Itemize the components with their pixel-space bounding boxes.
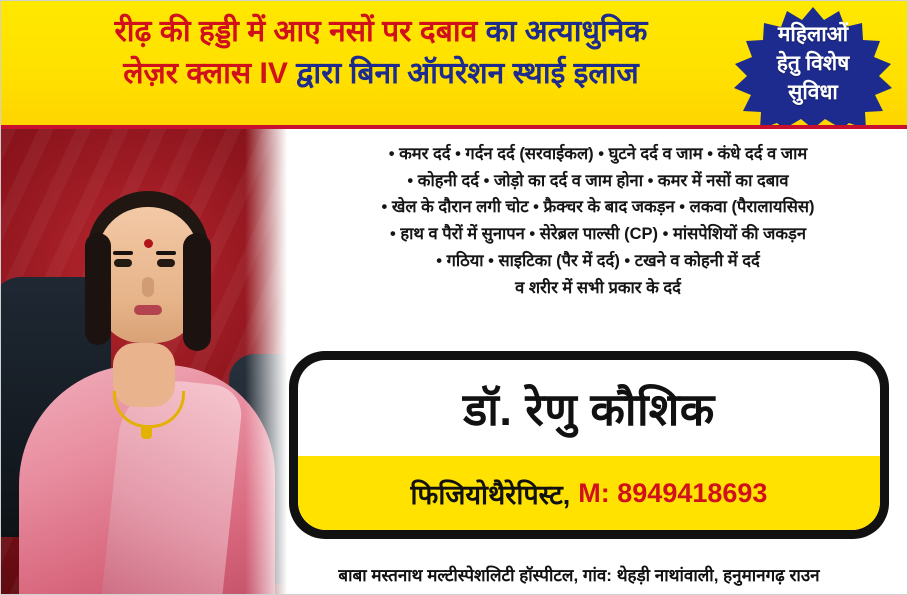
symptom-line: • हाथ व पैरों में सुनापन • सेरेब्रल पाल्सी (CP) • मांसपेशियों की जकड़न xyxy=(389,225,807,244)
starburst-badge xyxy=(725,5,901,131)
symptom-list xyxy=(293,141,903,301)
headline-band xyxy=(1,1,908,129)
headline-text-block xyxy=(11,13,751,93)
headline-line-1 xyxy=(11,13,751,51)
nameplate-inner xyxy=(298,360,880,530)
symptom-line: • खेल के दौरान लगी चोट • फ्रैक्चर के बाद जकड़न • लकवा (पैरालायसिस) xyxy=(381,198,815,217)
symptom-line: • कमर दर्द • गर्दन दर्द (सरवाईकल) • घुटने दर्द व जाम • कंधे दर्द व जाम xyxy=(388,145,808,163)
clinic-address: बाबा मस्तनाथ मल्टीस्पेशलिटी हॉस्पीटल, गांव: थेहड़ी नाथांवाली, हनुमानगढ़ राउन xyxy=(338,566,820,585)
symptom-line: • कोहनी दर्द • जोड़ो का दर्द व जाम होना • कमर में नसों का दबाव xyxy=(407,171,789,190)
designation-strip xyxy=(298,456,880,530)
badge-text xyxy=(725,21,901,108)
hair-left xyxy=(85,233,111,345)
doctor-nameplate xyxy=(289,351,889,539)
doctor-name: डॉ. रेणु कौशिक xyxy=(463,384,715,435)
lips xyxy=(134,305,162,315)
doctor-photo xyxy=(1,129,291,595)
symptom-line: • गठिया • साइटिका (पैर में दर्द) • टखने व कोहनी में दर्द xyxy=(436,251,760,270)
headline-line-2 xyxy=(11,55,751,93)
badge-line-1: महिलाओं xyxy=(777,23,849,46)
photo-edge-fade xyxy=(245,129,291,595)
eye-left xyxy=(114,259,132,267)
eyebrow-right xyxy=(156,251,176,255)
headline-line-1-blue: का अत्याधुनिक xyxy=(485,15,648,48)
headline-line-2-red: लेज़र क्लास IV xyxy=(123,56,297,90)
hair-right xyxy=(183,233,211,351)
headline-line-2-blue: द्वारा बिना ऑपरेशन स्थाई इलाज xyxy=(296,56,639,90)
badge-line-3: सुविधा xyxy=(788,80,838,104)
badge-line-2: हेतु विशेष xyxy=(776,51,850,75)
bindi xyxy=(144,239,153,248)
necklace-pendant xyxy=(141,425,152,439)
doctor-designation: फिजियोथैरेपिस्ट, xyxy=(410,479,571,510)
symptom-line: व शरीर में सभी प्रकार के दर्द xyxy=(515,278,681,297)
doctor-phone[interactable]: M: 8949418693 xyxy=(578,477,768,508)
eye-right xyxy=(157,259,175,267)
eyebrow-left xyxy=(113,251,133,255)
nose xyxy=(142,277,154,297)
headline-line-1-red: रीढ़ की हड्डी में आए नसों पर दबाव xyxy=(114,15,486,48)
